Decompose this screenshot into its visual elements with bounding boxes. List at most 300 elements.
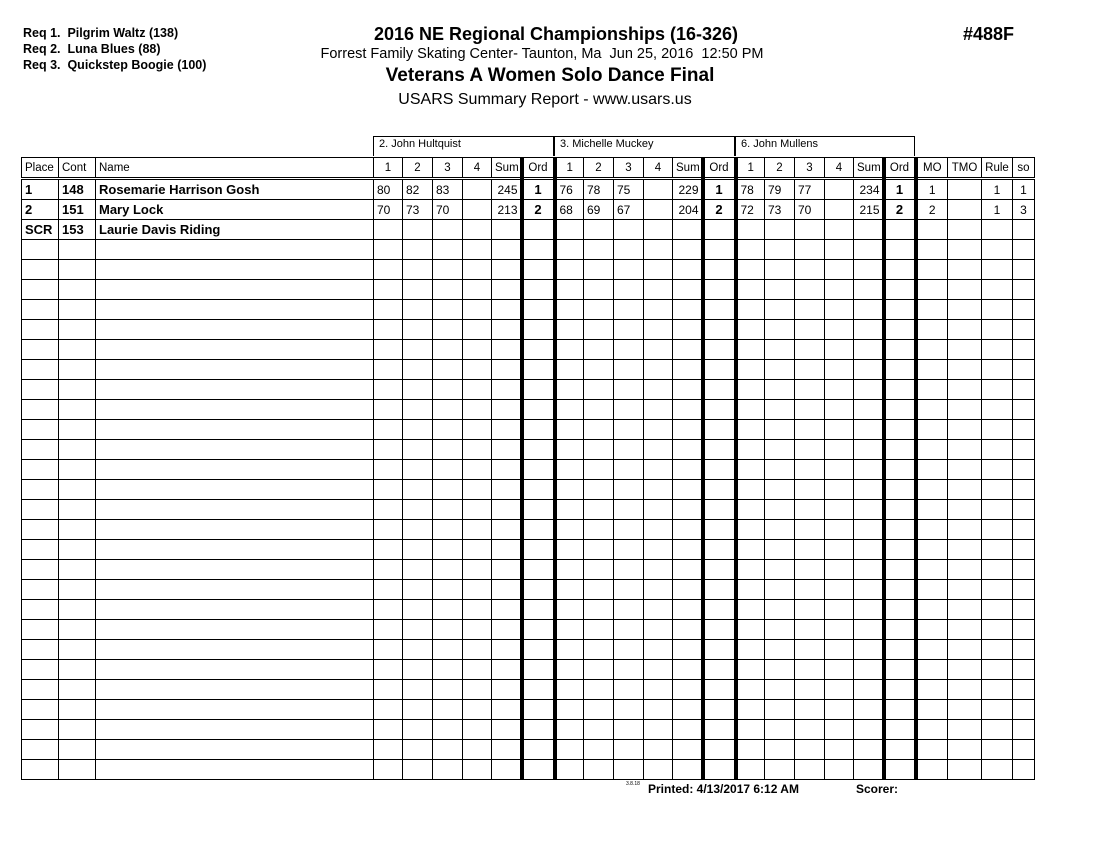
judge2-score-cell — [703, 580, 736, 600]
judge2-score-cell — [673, 360, 703, 380]
judge2-score-cell — [644, 340, 673, 360]
judge3-score-cell — [765, 500, 795, 520]
cont-cell — [59, 260, 96, 280]
judge1-score-cell: 83 — [433, 179, 463, 200]
judge2-score-cell: 67 — [614, 200, 644, 220]
judge3-score-cell — [825, 400, 854, 420]
judge2-score-cell — [703, 400, 736, 420]
judge2-score-cell — [673, 460, 703, 480]
judge3-score-cell — [736, 360, 765, 380]
col-header-judge2-sum: Sum — [673, 158, 703, 179]
judge1-score-cell — [403, 620, 433, 640]
judge1-score-cell — [433, 300, 463, 320]
rule-cell — [982, 680, 1013, 700]
judge2-score-cell — [673, 520, 703, 540]
judge1-score-cell — [374, 340, 403, 360]
so-cell — [1013, 600, 1035, 620]
judge3-score-cell — [884, 260, 916, 280]
table-row — [22, 580, 1035, 600]
judge3-score-cell — [884, 760, 916, 780]
judge2-score-cell — [703, 300, 736, 320]
judge2-score-cell — [584, 600, 614, 620]
judge1-score-cell — [374, 360, 403, 380]
cont-cell: 151 — [59, 200, 96, 220]
judge1-score-cell — [433, 760, 463, 780]
judge1-score-cell — [403, 320, 433, 340]
judge1-score-cell — [492, 440, 522, 460]
judge3-score-cell — [884, 360, 916, 380]
judge1-score-cell — [433, 580, 463, 600]
judge3-score-cell — [736, 340, 765, 360]
tmo-cell — [948, 179, 982, 200]
judge1-score-cell — [374, 620, 403, 640]
mo-cell — [916, 660, 948, 680]
judge1-score-cell — [433, 220, 463, 240]
judge1-score-cell — [463, 640, 492, 660]
judge3-score-cell — [854, 480, 884, 500]
cont-cell — [59, 660, 96, 680]
judge3-score-cell — [884, 420, 916, 440]
judge1-score-cell — [433, 540, 463, 560]
judge2-score-cell — [703, 680, 736, 700]
judge2-score-cell — [584, 720, 614, 740]
tmo-cell — [948, 220, 982, 240]
so-cell: 1 — [1013, 179, 1035, 200]
so-cell — [1013, 540, 1035, 560]
col-header-judge2-j4: 4 — [644, 158, 673, 179]
judge2-score-cell — [555, 340, 584, 360]
judge2-score-cell — [644, 200, 673, 220]
judge1-score-cell — [522, 400, 555, 420]
judge2-score-cell — [644, 500, 673, 520]
judge2-score-cell — [614, 580, 644, 600]
judge3-score-cell — [884, 280, 916, 300]
cont-cell — [59, 740, 96, 760]
judge1-score-cell — [403, 340, 433, 360]
judge3-score-cell — [825, 260, 854, 280]
so-cell — [1013, 700, 1035, 720]
judge2-score-cell — [555, 360, 584, 380]
judge1-score-cell — [374, 720, 403, 740]
judge3-score-cell — [854, 220, 884, 240]
col-header-place: Place — [22, 158, 59, 179]
judge2-score-cell — [555, 700, 584, 720]
judge3-score-cell — [795, 480, 825, 500]
judge3-score-cell — [825, 320, 854, 340]
judge3-score-cell — [825, 380, 854, 400]
judge1-score-cell — [463, 520, 492, 540]
judge1-score-cell — [463, 540, 492, 560]
judge3-score-cell: 234 — [854, 179, 884, 200]
place-cell: SCR — [22, 220, 59, 240]
judge1-score-cell — [403, 640, 433, 660]
judge1-score-cell — [403, 280, 433, 300]
judge3-score-cell — [884, 500, 916, 520]
judge3-score-cell — [795, 220, 825, 240]
name-cell — [96, 440, 374, 460]
judge1-score-cell — [463, 380, 492, 400]
table-row — [22, 700, 1035, 720]
judge3-score-cell — [884, 680, 916, 700]
judge3-score-cell — [765, 360, 795, 380]
judge2-score-cell — [614, 640, 644, 660]
judge2-score-cell — [614, 280, 644, 300]
rule-cell: 1 — [982, 200, 1013, 220]
judge1-score-cell — [522, 440, 555, 460]
judge2-score-cell — [673, 380, 703, 400]
judge1-score-cell — [403, 680, 433, 700]
judge3-score-cell — [736, 220, 765, 240]
judge1-score-cell — [522, 480, 555, 500]
judge3-score-cell — [854, 660, 884, 680]
judge1-score-cell — [433, 280, 463, 300]
judge1-score-cell — [374, 420, 403, 440]
rule-cell — [982, 340, 1013, 360]
rule-cell — [982, 220, 1013, 240]
judge3-score-cell — [825, 580, 854, 600]
judge2-score-cell — [555, 760, 584, 780]
judge3-score-cell — [854, 700, 884, 720]
judge1-score-cell — [492, 220, 522, 240]
table-row — [22, 380, 1035, 400]
col-header-judge1-ord: Ord — [522, 158, 555, 179]
judge3-score-cell — [765, 240, 795, 260]
judge3-score-cell — [795, 320, 825, 340]
judge3-score-cell — [765, 620, 795, 640]
judge3-score-cell — [825, 540, 854, 560]
judge3-score-cell — [884, 340, 916, 360]
cont-cell — [59, 500, 96, 520]
tmo-cell — [948, 300, 982, 320]
judge2-score-cell — [584, 260, 614, 280]
judge2-score-cell — [614, 340, 644, 360]
judge3-score-cell — [765, 580, 795, 600]
name-cell — [96, 520, 374, 540]
judge3-score-cell — [884, 600, 916, 620]
name-cell — [96, 640, 374, 660]
judge1-score-cell — [463, 760, 492, 780]
judge3-score-cell — [795, 380, 825, 400]
cont-cell: 153 — [59, 220, 96, 240]
judge3-score-cell — [825, 360, 854, 380]
so-cell — [1013, 680, 1035, 700]
judge3-score-cell — [854, 440, 884, 460]
judge1-score-cell — [403, 240, 433, 260]
place-cell — [22, 720, 59, 740]
judge1-score-cell — [403, 220, 433, 240]
judge3-score-cell — [825, 280, 854, 300]
judge2-score-cell — [644, 660, 673, 680]
judge2-score-cell — [703, 640, 736, 660]
judge2-score-cell: 1 — [703, 179, 736, 200]
judge3-score-cell — [736, 580, 765, 600]
judge2-score-cell — [555, 420, 584, 440]
judge1-score-cell — [463, 400, 492, 420]
judge3-score-cell — [765, 760, 795, 780]
place-cell — [22, 620, 59, 640]
judge2-score-cell — [555, 460, 584, 480]
judge2-score-cell — [644, 400, 673, 420]
mo-cell — [916, 700, 948, 720]
mo-cell — [916, 760, 948, 780]
rule-cell — [982, 720, 1013, 740]
judge3-score-cell — [736, 320, 765, 340]
cont-cell — [59, 720, 96, 740]
cont-cell — [59, 680, 96, 700]
judge2-score-cell — [555, 240, 584, 260]
judge3-score-cell — [854, 540, 884, 560]
judge3-score-cell — [825, 440, 854, 460]
judge1-score-cell — [374, 600, 403, 620]
judge2-score-cell — [644, 600, 673, 620]
judge3-score-cell — [736, 240, 765, 260]
judge-header-3: 6. John Mullens — [735, 136, 915, 156]
name-cell — [96, 600, 374, 620]
judge3-score-cell — [825, 240, 854, 260]
table-row — [22, 400, 1035, 420]
judge3-score-cell — [736, 540, 765, 560]
name-cell — [96, 400, 374, 420]
mo-cell — [916, 220, 948, 240]
judge2-score-cell — [555, 620, 584, 640]
judge1-score-cell — [492, 680, 522, 700]
judge2-score-cell — [644, 540, 673, 560]
judge1-score-cell — [463, 600, 492, 620]
name-cell — [96, 660, 374, 680]
judge1-score-cell — [522, 240, 555, 260]
tmo-cell — [948, 420, 982, 440]
name-cell — [96, 240, 374, 260]
judge1-score-cell — [492, 500, 522, 520]
place-cell — [22, 680, 59, 700]
judge2-score-cell — [644, 440, 673, 460]
judge1-score-cell — [374, 400, 403, 420]
table-row — [22, 340, 1035, 360]
table-row — [22, 320, 1035, 340]
cont-cell — [59, 300, 96, 320]
so-cell — [1013, 220, 1035, 240]
place-cell — [22, 360, 59, 380]
judge1-score-cell — [433, 640, 463, 660]
table-row — [22, 540, 1035, 560]
cont-cell — [59, 420, 96, 440]
judge1-score-cell — [374, 440, 403, 460]
mo-cell — [916, 560, 948, 580]
judge3-score-cell — [795, 620, 825, 640]
mo-cell — [916, 240, 948, 260]
judge3-score-cell — [736, 280, 765, 300]
judge2-score-cell — [614, 720, 644, 740]
judge2-score-cell — [644, 380, 673, 400]
judge2-score-cell — [644, 720, 673, 740]
mo-cell — [916, 260, 948, 280]
rule-cell — [982, 360, 1013, 380]
judge3-score-cell — [854, 460, 884, 480]
col-header-judge1-j1: 1 — [374, 158, 403, 179]
judge2-score-cell — [555, 280, 584, 300]
judge2-score-cell — [703, 220, 736, 240]
judge2-score-cell — [673, 300, 703, 320]
table-row — [22, 420, 1035, 440]
tmo-cell — [948, 340, 982, 360]
rule-cell — [982, 600, 1013, 620]
judge3-score-cell — [736, 600, 765, 620]
judge1-score-cell — [403, 560, 433, 580]
mo-cell — [916, 600, 948, 620]
judge1-score-cell — [492, 560, 522, 580]
rule-cell — [982, 260, 1013, 280]
judge1-score-cell — [433, 720, 463, 740]
judge2-score-cell — [703, 720, 736, 740]
table-row — [22, 740, 1035, 760]
judge1-score-cell — [492, 720, 522, 740]
cont-cell — [59, 760, 96, 780]
judge1-score-cell — [463, 179, 492, 200]
rule-cell — [982, 400, 1013, 420]
tmo-cell — [948, 260, 982, 280]
judge2-score-cell — [703, 540, 736, 560]
judge1-score-cell — [433, 360, 463, 380]
judge2-score-cell — [673, 240, 703, 260]
place-cell — [22, 700, 59, 720]
judge2-score-cell — [703, 560, 736, 580]
mo-cell — [916, 360, 948, 380]
col-header-judge1-sum: Sum — [492, 158, 522, 179]
col-header-judge3-j2: 2 — [765, 158, 795, 179]
judge1-score-cell — [492, 400, 522, 420]
judge3-score-cell — [765, 400, 795, 420]
rule-cell — [982, 440, 1013, 460]
judge3-score-cell — [736, 480, 765, 500]
judge2-score-cell — [555, 300, 584, 320]
judge2-score-cell — [614, 700, 644, 720]
judge1-score-cell — [403, 760, 433, 780]
table-row — [22, 280, 1035, 300]
cont-cell — [59, 320, 96, 340]
judge2-score-cell — [673, 280, 703, 300]
table-row — [22, 620, 1035, 640]
judge2-score-cell — [673, 600, 703, 620]
judge1-score-cell — [463, 280, 492, 300]
name-cell — [96, 420, 374, 440]
judge3-score-cell — [736, 420, 765, 440]
mo-cell — [916, 580, 948, 600]
name-cell — [96, 340, 374, 360]
judge3-score-cell: 73 — [765, 200, 795, 220]
judge3-score-cell — [854, 420, 884, 440]
judge1-score-cell — [463, 320, 492, 340]
cont-cell — [59, 700, 96, 720]
judge3-score-cell: 78 — [736, 179, 765, 200]
judge1-score-cell — [374, 300, 403, 320]
judge1-score-cell — [522, 720, 555, 740]
table-row — [22, 720, 1035, 740]
tmo-cell — [948, 320, 982, 340]
mo-cell — [916, 320, 948, 340]
judge3-score-cell — [825, 480, 854, 500]
place-cell — [22, 660, 59, 680]
judge1-score-cell — [403, 300, 433, 320]
so-cell — [1013, 560, 1035, 580]
judge1-score-cell — [374, 760, 403, 780]
place-cell — [22, 500, 59, 520]
judge1-score-cell — [522, 300, 555, 320]
judge2-score-cell — [555, 640, 584, 660]
so-cell — [1013, 520, 1035, 540]
name-cell: Laurie Davis Riding — [96, 220, 374, 240]
judge2-score-cell — [673, 560, 703, 580]
judge1-score-cell — [463, 220, 492, 240]
judge3-score-cell — [795, 340, 825, 360]
judge2-score-cell: 69 — [584, 200, 614, 220]
judge3-score-cell — [736, 260, 765, 280]
requirement-1: Req 1. Pilgrim Waltz (138) — [23, 26, 179, 40]
judge1-score-cell — [492, 380, 522, 400]
judge1-score-cell: 70 — [433, 200, 463, 220]
rule-cell — [982, 640, 1013, 660]
judge1-score-cell — [433, 500, 463, 520]
judge2-score-cell — [614, 240, 644, 260]
judge2-score-cell — [555, 580, 584, 600]
judge2-score-cell — [614, 560, 644, 580]
tmo-cell — [948, 520, 982, 540]
judge1-score-cell — [522, 680, 555, 700]
judge3-score-cell: 2 — [884, 200, 916, 220]
judge3-score-cell: 215 — [854, 200, 884, 220]
judge1-score-cell — [492, 260, 522, 280]
judge1-score-cell — [374, 520, 403, 540]
judge2-score-cell — [673, 680, 703, 700]
so-cell — [1013, 620, 1035, 640]
judge1-score-cell — [374, 540, 403, 560]
judge1-score-cell — [403, 580, 433, 600]
judge3-score-cell — [765, 720, 795, 740]
judge3-score-cell — [795, 360, 825, 380]
judge2-score-cell — [614, 620, 644, 640]
judge1-score-cell — [522, 360, 555, 380]
judge3-score-cell — [854, 580, 884, 600]
judge3-score-cell — [825, 560, 854, 580]
judge1-score-cell — [433, 420, 463, 440]
event-name: Veterans A Women Solo Dance Final — [385, 65, 715, 86]
mo-cell — [916, 420, 948, 440]
judge2-score-cell — [614, 400, 644, 420]
judge2-score-cell — [584, 700, 614, 720]
judge1-score-cell — [374, 500, 403, 520]
judge3-score-cell — [765, 340, 795, 360]
judge1-score-cell — [433, 340, 463, 360]
table-row — [22, 660, 1035, 680]
judge1-score-cell — [374, 640, 403, 660]
judge1-score-cell — [522, 380, 555, 400]
col-header-name: Name — [96, 158, 374, 179]
judge1-score-cell — [433, 400, 463, 420]
place-cell — [22, 400, 59, 420]
requirement-2: Req 2. Luna Blues (88) — [23, 42, 161, 56]
judge3-score-cell — [765, 320, 795, 340]
judge3-score-cell — [825, 500, 854, 520]
judge2-score-cell — [614, 660, 644, 680]
col-header-judge3-j3: 3 — [795, 158, 825, 179]
mo-cell — [916, 620, 948, 640]
judge-header-1: 2. John Hultquist — [373, 136, 554, 156]
judge3-score-cell — [795, 600, 825, 620]
judge1-score-cell — [492, 280, 522, 300]
judge3-score-cell: 70 — [795, 200, 825, 220]
judge1-score-cell — [463, 260, 492, 280]
judge3-score-cell — [795, 720, 825, 740]
name-cell — [96, 700, 374, 720]
